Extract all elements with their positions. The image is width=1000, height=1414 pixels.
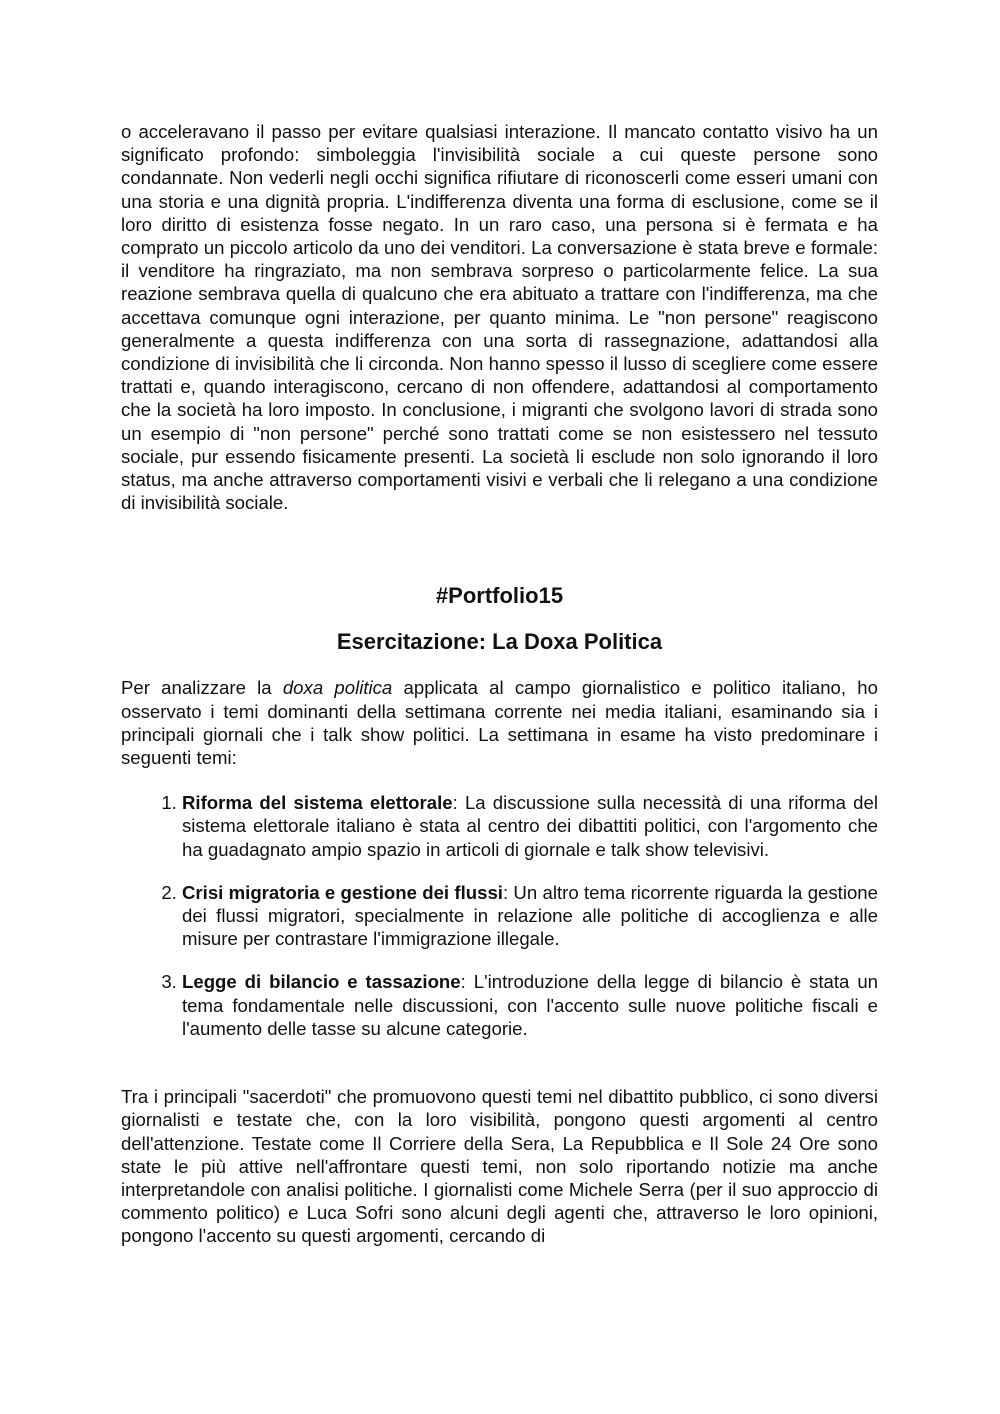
portfolio-heading: #Portfolio15 [435, 583, 564, 609]
document-page [121, 120, 878, 1248]
list-item-title: Crisi migratoria e gestione dei flussi [182, 881, 503, 903]
continuation-paragraph: o acceleravano il passo per evitare qualsiasi interazione. Il mancato contatto visivo ha un significato profondo: simboleggia l'invisibilità sociale a cui queste persone sono condannate. Non vederli negli occhi significa rifiutare di riconoscerli come esseri umani con una storia e una dignità propria. L'indifferenza diventa una forma di esclusione, come se il loro diritto di esistenza fosse negato. In un raro caso, una persona si è fermata e ha comprato un piccolo articolo da uno dei venditori. La conversazione è stata breve e formale: il venditore ha ringraziato, ma non sembrava sorpreso o particolarmente felice. La sua reazione sembrava quella di qualcuno che era abituato a trattare con l'indifferenza, ma che accettava comunque ogni interazione, per quanto minima. Le "non persone" reagiscono generalmente a questa indifferenza con una sorta di rassegnazione, adattandosi alla condizione di invisibilità che li circonda. Non hanno spesso il lusso di scegliere come essere trattati e, quando interagiscono, cercano di non offendere, adattandosi al comportamento che la società ha loro imposto. In conclusione, i migranti che svolgono lavori di strada sono un esempio di "non persone" perché sono trattati come se non esistessero nel tessuto sociale, pur essendo fisicamente presenti. La società li esclude non solo ignorando il loro status, ma anche attraverso comportamenti visivi e verbali che li relegano a una condizione di invisibilità sociale. [121, 121, 878, 514]
list-item-title: Legge di bilancio e tassazione [182, 971, 461, 993]
intro-italic-term: doxa politica [282, 677, 393, 699]
exercise-heading: Esercitazione: La Doxa Politica [336, 629, 663, 655]
list-item-text: : La discussione sulla necessità di una riforma del sistema elettorale italiano è stata al centro dei dibattiti politici, con l'argomento che ha guadagnato ampio spazio in articoli di giornale e talk show televisivi. [182, 792, 878, 860]
closing-paragraph: Tra i principali "sacerdoti" che promuovono questi temi nel dibattito pubblico, ci sono diversi giornalisti e testate che, con la loro visibilità, pongono questi argomenti al centro dell'attenzione. Testate come Il Corriere della Sera, La Repubblica e Il Sole 24 Ore sono state le più attive nell'affrontare questi temi, non solo riportando notizie ma anche interpretandole con analisi politiche. I giornalisti come Michele Serra (per il suo approccio di commento politico) e Luca Sofri sono alcuni degli agenti che, attraverso le loro opinioni, pongono l'accento su questi argomenti, cercando di [121, 1086, 878, 1247]
list-item [182, 881, 878, 951]
list-item [182, 970, 878, 1040]
intro-text-before: Per analizzare la [121, 677, 283, 699]
intro-text-after: applicata al campo giornalistico e politico italiano, ho osservato i temi dominanti della settimana corrente nei media italiani, esaminando sia i principali giornali che i talk show politici. La settimana in esame ha visto predominare i seguenti temi: [121, 677, 878, 769]
list-item-text: : Un altro tema ricorrente riguarda la gestione dei flussi migratori, specialmente in relazione alle politiche di accoglienza e alle misure per contrastare l'immigrazione illegale. [182, 881, 878, 950]
list-item-title: Riforma del sistema elettorale [182, 792, 453, 814]
themes-list [121, 791, 878, 1040]
list-item [182, 791, 878, 861]
intro-paragraph [121, 676, 878, 769]
list-item-text: : L'introduzione della legge di bilancio è stata un tema fondamentale nelle discussioni, con l'accento sulle nuove politiche fiscali e l'aumento delle tasse su alcune categorie. [182, 971, 878, 1039]
